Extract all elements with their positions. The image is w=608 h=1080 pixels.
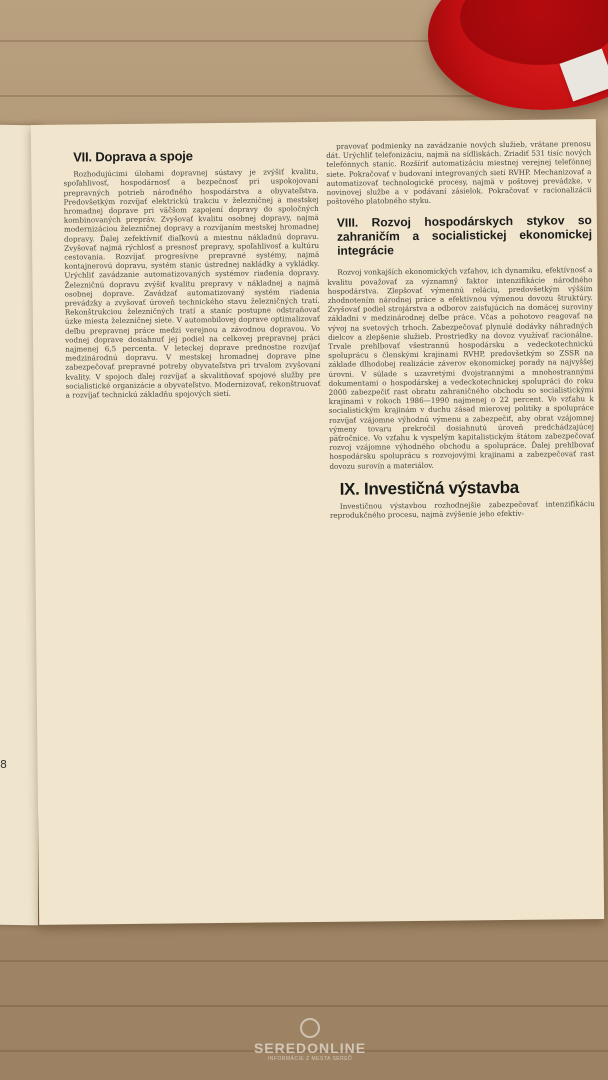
section-right-top-text: pravovať podmienky na zavádzanie nových služieb, vrátane prenosu dát. Urýchliť telefonizáciu, najmä na sídliskách. Zriadiť 531 tisíc nových telefónnych staníc. Rozšíriť automatizáciu miestnej verejnej telefónnej siete. Pokračovať v budovaní integrovaných sietí RVHP. Mechanizovať a automatizovať technologické procesy, najmä v poštovej prevádzke, v novinovej službe a v podávaní zásielok. Pokračovať v racionalizácii poštového platobného styku.: [326, 139, 592, 207]
section-ix-title: IX. Investičná výstavba: [339, 477, 520, 499]
section-viii-title: VIII. Rozvoj hospodárskych stykov so zahraničím a socialistickej ekonomickej integrácie: [336, 213, 593, 259]
table-surface: [0, 960, 608, 962]
logo-icon: [300, 1018, 320, 1038]
watermark-brand: SEREDONLINE: [253, 1040, 367, 1056]
section-ix-text: Investičnou výstavbou rozhodnejšie zabezpečovať intenzifikáciu reprodukčného procesu, najmä zvýšenie jeho efektív-: [329, 499, 595, 521]
page-number: 8: [0, 758, 7, 771]
section-viii-text: Rozvoj vonkajších ekonomických vzťahov, ich dynamiku, efektívnosť a kvalitu považovať za významný faktor intenzifikácie národného hospodárstva. Zlepšovať výmennú reláciu, predovšetkým výšším zhodnotením národnej práce a efektívnou výmenou dovozu štruktúry. Zvyšovať podiel strojárstva a odborov zaisťujúcich na domácej suroviny základni v medzinárodnej deľbe práce. Včas a pohotovo reagovať na vývoj na svetových trhoch. Zabezpečovať plynulé dodávky náhradných dielcov a zlepšenie služieb. Prostriedky na dovoz využívať racionálne. Trvale prehlbovať všestrannú hospodársku a vedeckotechnickú spoluprácu s členskými krajinami RVHP, predovšetkým so ZSSR na základe dlhodobej realizácie záverov ekonomickej porady na najvyššej úrovni. V súlade s uzavretými dvojstrannými a mnohostrannými dokumentami o hospodárskej a vedeckotechnickej spolupráci do roku 2000 zabezpečiť rast obratu zahraničného obchodu so socialistickými krajinami v rokoch 1986—1990 najmenej o 22 percent. Vo vzťahu k socialistickým krajinám v duchu zásad mierovej politiky a spolupráce rozvíjať vzájomne výhodnú výmenu a zabezpečiť, aby obrat vzájomnej výmeny tovaru prekročil dosiahnutú úroveň predchádzajúcej päťročnice. Vo vzťahu k vyspelým kapitalistickým štátom zabezpečovať rozvoj vzájomne výhodného obchodu a spolupráce. Ďalej prehlbovať hospodársku spoluprácu s rozvojovými krajinami a zabezpečovať rast dovozu surovín a materiálov.: [327, 265, 595, 471]
right-column: [326, 139, 595, 523]
section-vii-text: Rozhodujúcimi úlohami dopravnej sústavy je zvýšiť kvalitu, spoľahlivosť, hospodárnosť a bezpečnosť pri uspokojovaní prepravných potrieb národného hospodárstva a obyvateľstva. Predovšetkým rozvíjať elektrickú trakciu v železničnej a mestskej hromadnej doprave pri väčšom zapojení dopravy do spoločných kombinovaných prepráv. Zvyšovať kvalitu osobnej dopravy, najmä modernizáciou železničnej dopravy a rozvíjaním mestskej hromadnej dopravy. Ďalej zefektívniť diaľkovú a miestnu nákladnú dopravu. Zvyšovať najmä rýchlosť a presnosť prepravy, spoľahlivosť a kultúru cestovania. Rozvíjať progresívne prepravné systémy, najmä kontajnerovú dopravu, systém stanic ústrednej nakládky a vykládky. Urýchliť zavádzanie automatizovaných systémov riadenia dopravy. Železničnú dopravu zvýšiť kvalitu prepravy v nákladnej a najmä osobnej doprave. Zavádzať automatizovaný systém riadenia prevádzky a zvyšovať úroveň technického stavu železničných tratí. Rekonštrukciou železničných tratí a staníc postupne odstraňovať úzke miesta železničnej siete. V automobilovej doprave optimalizovať deľbu prepravnej práce medzi verejnou a závodnou dopravou. Vo vodnej doprave dosiahnuť jej podiel na celkovej prepravnej práci najmenej 6,5 percenta. V leteckej doprave prednostne rozvíjať medzinárodnú dopravu. V mestskej hromadnej doprave plne zabezpečovať prepravné potreby obyvateľstva pri trvalom zvyšovaní kvality. V spojoch ďalej rozvíjať a skvalitňovať spojové služby pre socialistické organizácie a obyvateľstvo. Modernizovať, rekonštruovať a rozvíjať technickú základňu spojových sietí.: [63, 167, 321, 400]
watermark-tagline: INFORMÁCIE Z MESTA SEREĎ: [267, 1056, 353, 1062]
watermark: [240, 1018, 380, 1062]
table-surface: [0, 1005, 608, 1007]
section-vii-title: VII. Doprava a spoje: [73, 148, 193, 165]
left-column: [63, 150, 321, 403]
newspaper-page: [31, 119, 604, 925]
